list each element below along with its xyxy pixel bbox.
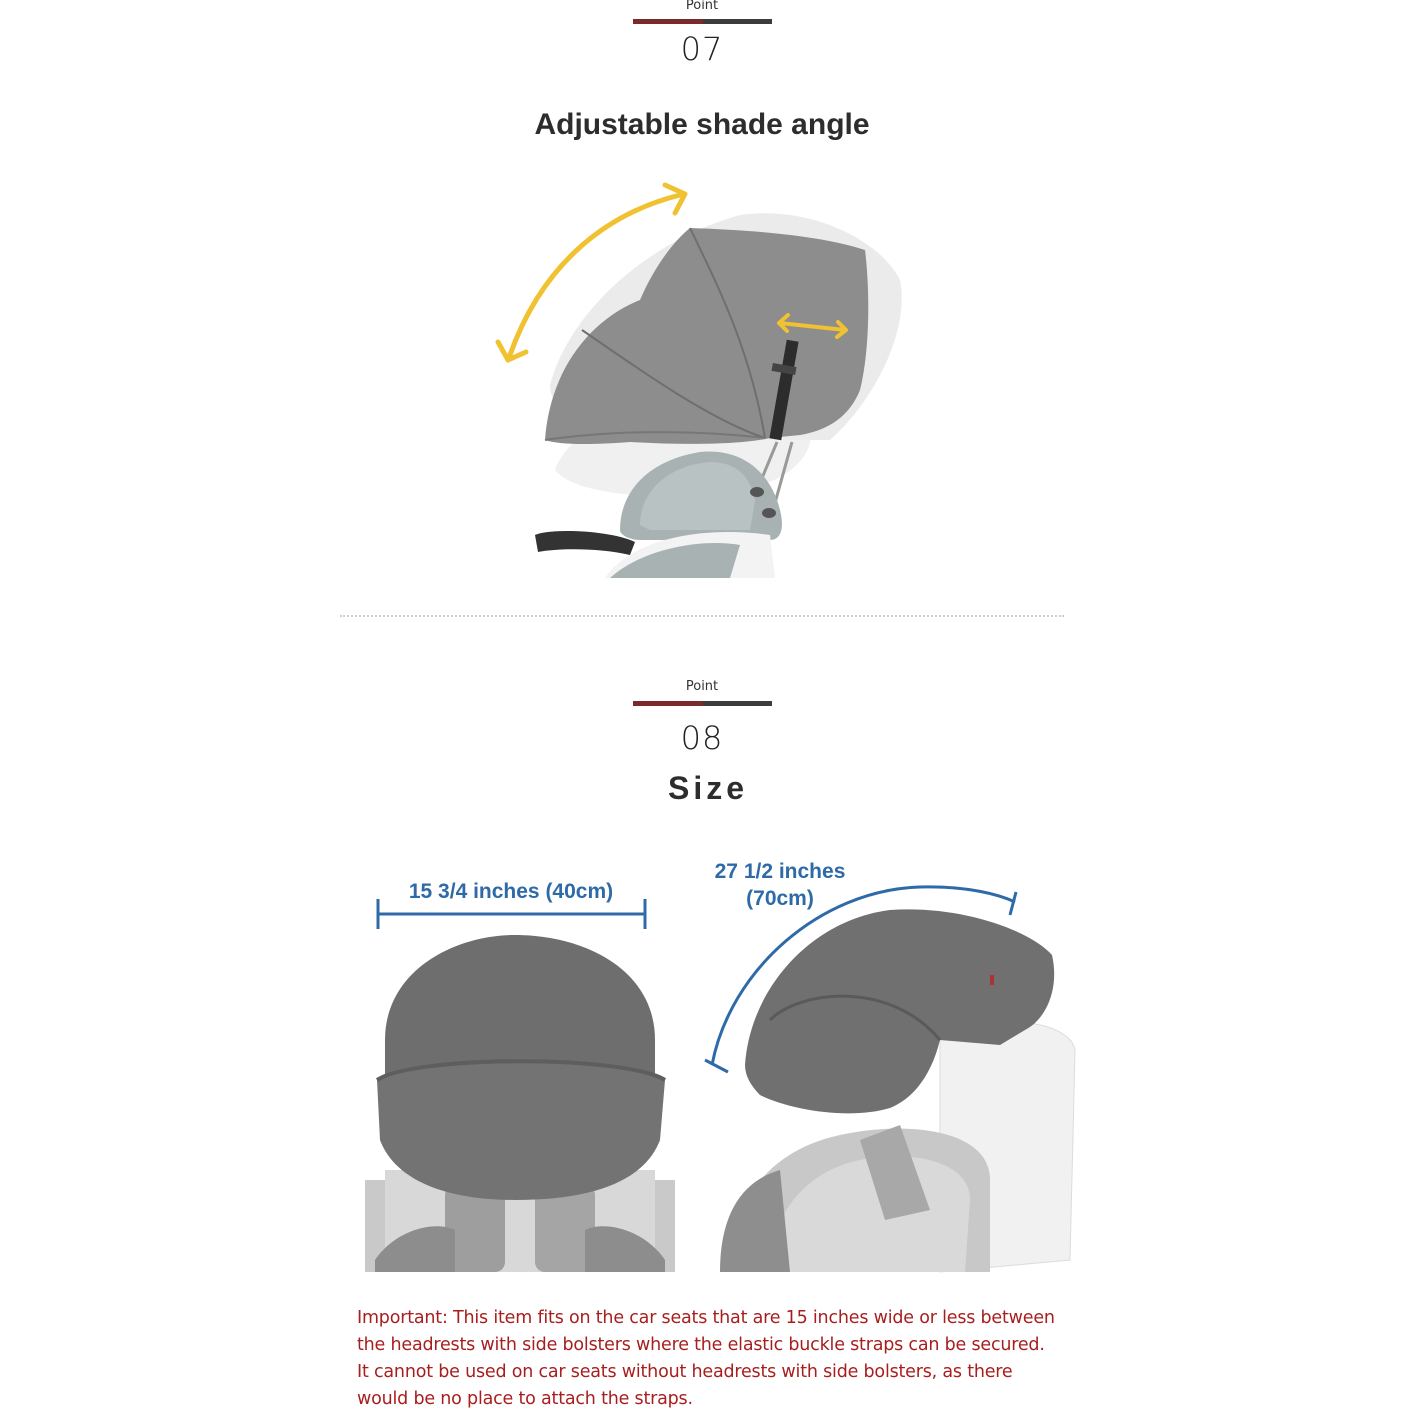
canopy-angle-illustration xyxy=(480,170,930,590)
width-dimension-line xyxy=(370,895,655,935)
width-dimension-label: 15 3/4 inches (40cm) xyxy=(408,880,614,903)
point-bar-accent xyxy=(633,19,703,24)
arc-dimension-label-line2: (70cm) xyxy=(746,887,814,910)
point-number: 08 xyxy=(680,719,724,757)
point-bar-dark xyxy=(703,19,772,24)
section-title: Size xyxy=(667,770,749,806)
arc-dimension-label-line1: 27 1/2 inches xyxy=(714,860,846,883)
point-label: Point xyxy=(685,0,719,13)
point-number: 07 xyxy=(680,30,724,68)
side-view-canopy-illustration xyxy=(690,880,1090,1275)
fit-requirement-notice: Important: This item fits on the car seats that are 15 inches wide or less between the headrests with side bolsters where the elastic buckle straps can be secured. It cannot be used on car seats without headrests with side bolsters, as there would be no place to attach the straps. xyxy=(357,1308,1055,1409)
point-bar-dark xyxy=(703,701,772,706)
point-divider-bar xyxy=(633,19,772,24)
point-divider-bar xyxy=(633,701,772,706)
section-title: Adjustable shade angle xyxy=(534,108,870,141)
front-view-canopy-illustration xyxy=(355,930,685,1275)
point-label: Point xyxy=(685,679,719,694)
section-divider xyxy=(340,615,1064,617)
point-bar-accent xyxy=(633,701,703,706)
